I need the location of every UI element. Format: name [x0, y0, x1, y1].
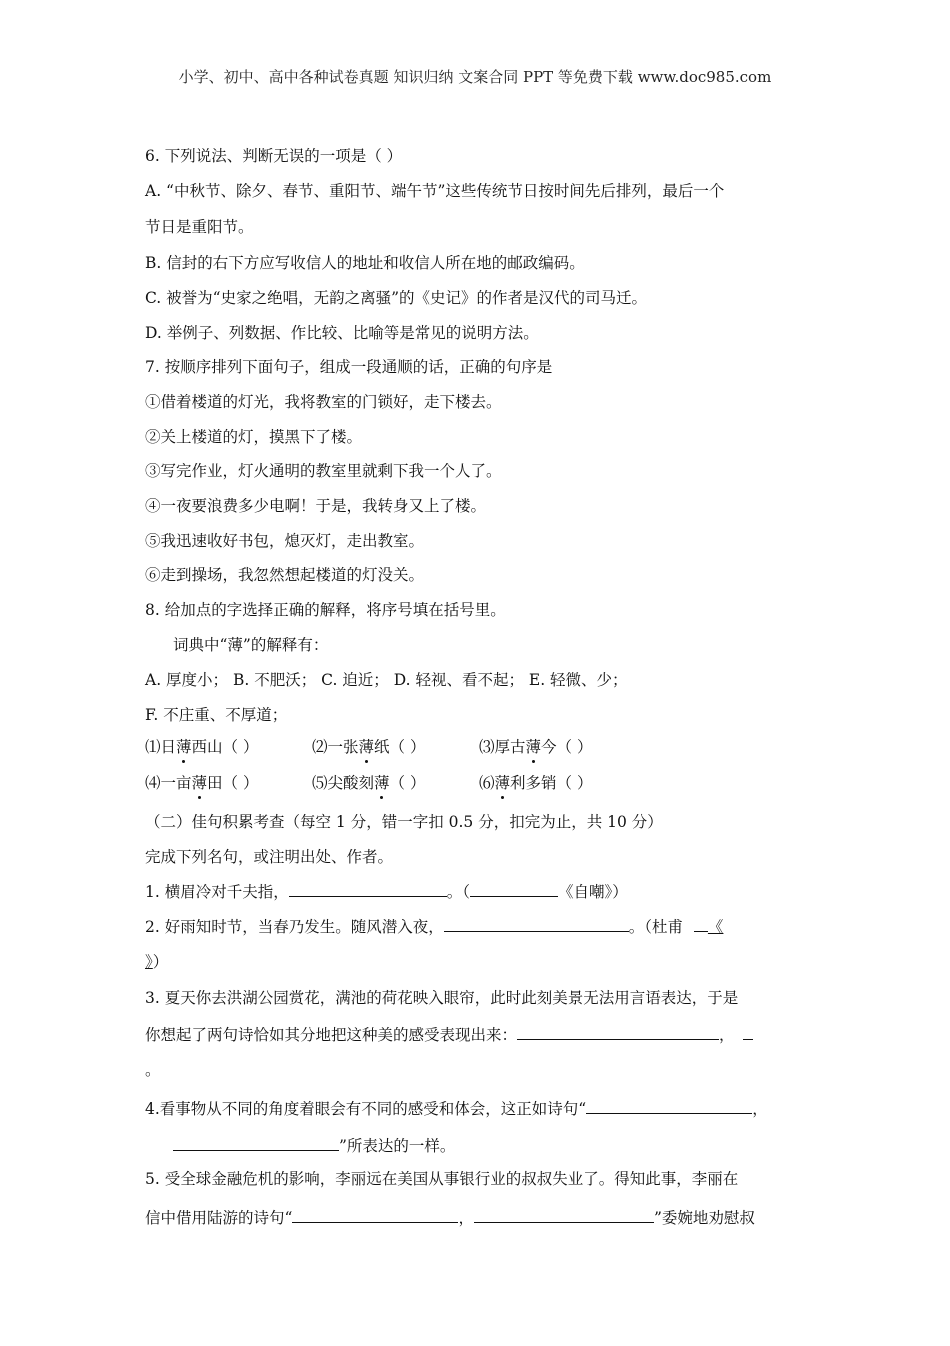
- poem-item-5-line1: 5. 受全球金融危机的影响，李丽远在美国从事银行业的叔叔失业了。得知此事，李丽在: [145, 1170, 739, 1188]
- q8-item-text: 田（ ）: [207, 774, 259, 792]
- q6-option-c: C. 被誉为“史家之绝唱，无韵之离骚”的《史记》的作者是汉代的司马迁。: [145, 289, 648, 307]
- q8-item-1: [145, 736, 258, 758]
- q8-item-text: ⑴日: [145, 738, 177, 756]
- q8-item-6: [479, 772, 592, 794]
- poem-item-3-line2: [145, 1023, 753, 1046]
- answer-blank[interactable]: [173, 1134, 339, 1151]
- answer-blank[interactable]: [444, 915, 629, 932]
- q8-intro: 词典中“薄”的解释有：: [173, 636, 329, 654]
- q7-sentence-2: ②关上楼道的灯，摸黑下了楼。: [145, 428, 363, 446]
- poem-item-2: [145, 915, 723, 938]
- dotted-character: 薄: [525, 738, 542, 756]
- answer-blank[interactable]: [474, 1206, 654, 1223]
- q7-sentence-1: ①借着楼道的灯光，我将教室的门锁好，走下楼去。: [145, 393, 502, 411]
- q6-stem: 6. 下列说法、判断无误的一项是（ ）: [145, 147, 403, 165]
- poem-item-2-cont: [145, 951, 168, 973]
- q7-stem: 7. 按顺序排列下面句子，组成一段通顺的话，正确的句序是: [145, 358, 553, 376]
- q6-option-a-line2: 节日是重阳节。: [145, 218, 254, 236]
- poem-text: 《: [707, 918, 724, 936]
- q8-item-text: ⑷一亩: [145, 774, 192, 792]
- poem-text: 你想起了两句诗恰如其分地把这种美的感受表现出来：: [145, 1026, 518, 1044]
- poem-text: 1. 横眉冷对千夫指，: [145, 883, 289, 901]
- q8-item-4: [145, 772, 258, 794]
- poem-text: ）: [152, 953, 169, 971]
- poem-item-3-line1: 3. 夏天你去洪湖公园赏花，满池的荷花映入眼帘，此时此刻美景无法用言语表达，于是: [145, 989, 739, 1007]
- q7-sentence-6: ⑥走到操场，我忽然想起楼道的灯没关。: [145, 566, 425, 584]
- answer-blank[interactable]: [292, 1206, 458, 1223]
- dotted-character: 薄: [374, 774, 390, 792]
- answer-blank[interactable]: [694, 915, 708, 932]
- q8-item-2: [312, 736, 425, 758]
- q8-item-text: 西山（ ）: [191, 738, 259, 756]
- poem-text: 4.看事物从不同的角度着眼会有不同的感受和体会，这正如诗句“: [145, 1100, 587, 1118]
- q8-options-line1: A. 厚度小； B. 不肥沃； C. 迫近； D. 轻视、看不起； E. 轻微、少；: [145, 671, 628, 689]
- dotted-character: 薄: [494, 774, 511, 792]
- answer-blank[interactable]: [743, 1023, 753, 1040]
- answer-blank[interactable]: [289, 880, 447, 897]
- q8-item-text: 纸（ ）: [374, 738, 426, 756]
- q8-item-3: [479, 736, 592, 758]
- q8-item-text: ⑹: [479, 774, 495, 792]
- q8-item-text: ⑶厚古: [479, 738, 526, 756]
- answer-blank[interactable]: [586, 1097, 752, 1114]
- q8-item-text: ⑸尖酸刻: [312, 774, 375, 792]
- poem-text: 》: [145, 953, 153, 971]
- q8-options-line2: F. 不庄重、不厚道；: [145, 706, 288, 724]
- poem-item-5-line2: [145, 1206, 755, 1229]
- q8-item-text: ⑵一张: [312, 738, 359, 756]
- poem-item-1: [145, 880, 628, 903]
- q6-option-d: D. 举例子、列数据、作比较、比喻等是常见的说明方法。: [145, 324, 539, 342]
- poem-text: 信中借用陆游的诗句“: [145, 1209, 293, 1227]
- poem-item-4-line2: [173, 1134, 455, 1157]
- poem-text: ”所表达的一样。: [339, 1137, 456, 1155]
- answer-blank[interactable]: [517, 1023, 719, 1040]
- dotted-character: 薄: [191, 774, 208, 792]
- q8-item-text: （ ）: [389, 774, 426, 792]
- q7-sentence-4: ④一夜要浪费多少电啊！于是，我转身又上了楼。: [145, 497, 487, 515]
- poem-text: 。（: [446, 883, 470, 901]
- poem-text: 。（杜甫: [628, 918, 683, 936]
- poem-text: ，: [719, 1026, 735, 1044]
- answer-blank[interactable]: [470, 880, 558, 897]
- dotted-character: 薄: [358, 738, 375, 756]
- poem-item-3-line3: 。: [145, 1061, 161, 1079]
- poem-text: 2. 好雨知时节，当春乃发生。随风潜入夜，: [145, 918, 444, 936]
- dotted-character: 薄: [176, 738, 192, 756]
- poem-text: ，: [458, 1209, 474, 1227]
- q8-item-text: 今（ ）: [541, 738, 593, 756]
- poem-text: 《自嘲》）: [557, 883, 628, 901]
- q7-sentence-5: ⑤我迅速收好书包，熄灭灯，走出教室。: [145, 532, 425, 550]
- q6-option-b: B. 信封的右下方应写收信人的地址和收信人所在地的邮政编码。: [145, 254, 585, 272]
- q8-item-text: 利多销（ ）: [510, 774, 593, 792]
- site-header: 小学、初中、高中各种试卷真题 知识归纳 文案合同 PPT 等免费下载 www.doc985.com: [178, 68, 772, 86]
- section2-intro: 完成下列名句，或注明出处、作者。: [145, 848, 394, 866]
- q7-sentence-3: ③写完作业，灯火通明的教室里就剩下我一个人了。: [145, 462, 502, 480]
- poem-text: ”委婉地劝慰叔: [653, 1209, 755, 1227]
- section2-title: （二）佳句积累考查（每空 1 分，错一字扣 0.5 分，扣完为止，共 10 分）: [145, 813, 663, 831]
- poem-text: ，: [752, 1100, 768, 1118]
- q6-option-a-line1: A. “中秋节、除夕、春节、重阳节、端午节”这些传统节日按时间先后排列，最后一个: [145, 182, 725, 200]
- poem-item-4-line1: [145, 1097, 768, 1120]
- q8-stem: 8. 给加点的字选择正确的解释，将序号填在括号里。: [145, 601, 506, 619]
- q8-item-5: [312, 772, 425, 794]
